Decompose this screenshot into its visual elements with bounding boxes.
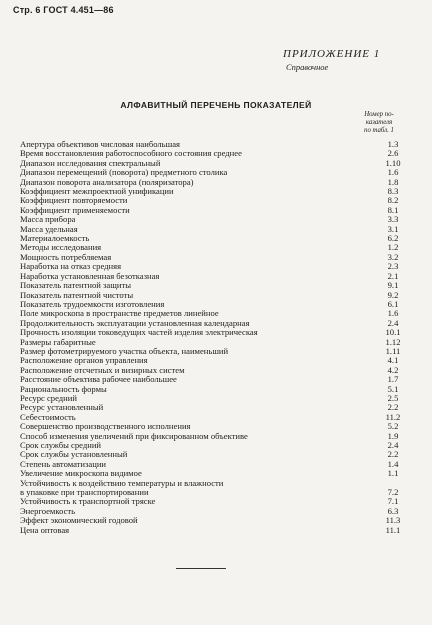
indicator-name: Степень автоматизации bbox=[20, 459, 107, 469]
indicator-number: 3.2 bbox=[387, 251, 399, 262]
list-item bbox=[20, 225, 406, 234]
list-item bbox=[20, 281, 406, 290]
indicator-number: 11.2 bbox=[385, 411, 401, 422]
list-item bbox=[20, 215, 406, 224]
indicator-name: Диапазон перемещений (поворота) предметного столика bbox=[20, 168, 228, 178]
list-item bbox=[20, 526, 406, 535]
list-item bbox=[20, 291, 406, 300]
list-item bbox=[20, 272, 406, 281]
indicator-number: 4.2 bbox=[387, 364, 399, 375]
list-item bbox=[20, 366, 406, 375]
indicator-name: Эффект экономический годовой bbox=[20, 516, 138, 526]
indicator-number: 9.2 bbox=[387, 289, 399, 300]
column-header bbox=[352, 111, 406, 135]
list-item bbox=[20, 178, 406, 187]
list-item bbox=[20, 300, 406, 309]
indicator-name: Материалоемкость bbox=[20, 234, 90, 244]
indicator-name: Рациональность формы bbox=[20, 384, 107, 394]
list-item bbox=[20, 196, 406, 205]
indicator-name: Показатель патентной чистоты bbox=[20, 290, 134, 300]
indicator-name: Диапазон исследования спектральный bbox=[20, 158, 161, 168]
indicator-name: Продолжительность эксплуатации установленная календарная bbox=[20, 318, 250, 328]
indicator-number: 8.1 bbox=[387, 204, 399, 215]
indicator-number: 1.7 bbox=[387, 374, 399, 385]
list-item bbox=[20, 460, 406, 469]
list-item bbox=[20, 413, 406, 422]
appendix-block bbox=[282, 48, 392, 72]
indicator-number: 6.3 bbox=[387, 505, 399, 516]
indicator-number: 2.4 bbox=[387, 317, 399, 328]
indicator-number: 4.1 bbox=[387, 355, 399, 366]
list-item bbox=[20, 168, 406, 177]
indicator-name: Способ изменения увеличений при фиксированном объективе bbox=[20, 431, 248, 441]
indicator-name: Срок службы установленный bbox=[20, 450, 128, 460]
indicator-number: 1.6 bbox=[387, 308, 399, 319]
indicator-number: 1.8 bbox=[387, 176, 399, 187]
indicator-name: Мощность потребляемая bbox=[20, 252, 112, 262]
indicator-name: Наработка установленная безотказная bbox=[20, 271, 160, 281]
indicator-number: 8.2 bbox=[387, 195, 399, 206]
indicator-name: Наработка на отказ средняя bbox=[20, 262, 122, 272]
indicator-name: Коэффициент межпроектной унификации bbox=[20, 187, 174, 197]
indicator-number: 2.6 bbox=[387, 148, 399, 159]
indicator-name: Расположение отсчетных и визирных систем bbox=[20, 365, 185, 375]
indicator-number: 11.3 bbox=[385, 515, 401, 526]
indicator-number: 1.2 bbox=[387, 242, 399, 253]
list-item bbox=[20, 319, 406, 328]
list-item bbox=[20, 159, 406, 168]
indicator-name: Цена оптовая bbox=[20, 525, 70, 535]
indicator-number: 1.6 bbox=[387, 167, 399, 178]
list-item bbox=[20, 243, 406, 252]
indicator-number: 9.1 bbox=[387, 280, 399, 291]
list-item bbox=[20, 422, 406, 431]
indicator-number: 2.2 bbox=[387, 449, 399, 460]
indicator-name: Совершенство производственного исполнения bbox=[20, 422, 191, 432]
list-item bbox=[20, 206, 406, 215]
list-item bbox=[20, 497, 406, 506]
list-item bbox=[20, 507, 406, 516]
list-item bbox=[20, 441, 406, 450]
indicator-name: Прочность изоляции токоведущих частей изделия электрическая bbox=[20, 328, 258, 338]
list-item bbox=[20, 356, 406, 365]
indicator-number: 2.3 bbox=[387, 261, 399, 272]
indicator-number: 1.10 bbox=[385, 157, 401, 168]
indicator-number: 3.3 bbox=[387, 214, 399, 225]
indicator-number: 6.2 bbox=[387, 233, 399, 244]
list-item bbox=[20, 432, 406, 441]
indicator-name: Устойчивость к воздействию температуры и влажности bbox=[20, 478, 224, 488]
indicator-name: Диапазон поворота анализатора (поляризатора) bbox=[20, 177, 194, 187]
indicator-name: Ресурс установленный bbox=[20, 403, 104, 413]
indicator-name: Методы исследования bbox=[20, 243, 102, 253]
list-item bbox=[20, 469, 406, 478]
indicator-number: 2.2 bbox=[387, 402, 399, 413]
list-item bbox=[20, 328, 406, 337]
indicator-number: 1.1 bbox=[387, 468, 399, 479]
indicator-number: 7.2 bbox=[387, 487, 399, 498]
list-item bbox=[20, 394, 406, 403]
list-item bbox=[20, 234, 406, 243]
list-item bbox=[20, 149, 406, 158]
indicator-name: Коэффициент повторяемости bbox=[20, 196, 128, 206]
indicator-number: 2.1 bbox=[387, 270, 399, 281]
page-header: Стр. 6 ГОСТ 4.451—86 bbox=[13, 5, 114, 15]
indicator-name: Увеличение микроскопа видимое bbox=[20, 469, 142, 479]
list-item bbox=[20, 187, 406, 196]
indicator-number: 7.1 bbox=[387, 496, 399, 507]
indicator-number: 1.4 bbox=[387, 458, 399, 469]
indicator-name: Энергоемкость bbox=[20, 506, 76, 516]
indicator-name: Расстояние объектива рабочее наибольшее bbox=[20, 375, 177, 385]
indicator-name: в упаковке при транспортировании bbox=[20, 488, 149, 498]
indicator-name: Масса прибора bbox=[20, 215, 76, 225]
list-item bbox=[20, 347, 406, 356]
indicator-number: 10.1 bbox=[385, 327, 401, 338]
closing-rule bbox=[176, 568, 226, 569]
list-item bbox=[20, 479, 406, 488]
indicator-name: Показатель трудоемкости изготовления bbox=[20, 299, 165, 309]
list-item bbox=[20, 403, 406, 412]
indicator-number: 1.3 bbox=[387, 139, 399, 149]
indicator-number: 6.1 bbox=[387, 298, 399, 309]
column-header-line: по табл. 1 bbox=[364, 127, 394, 134]
indicator-number: 1.9 bbox=[387, 430, 399, 441]
list-item bbox=[20, 253, 406, 262]
list-item bbox=[20, 488, 406, 497]
list-item bbox=[20, 309, 406, 318]
indicator-list bbox=[20, 140, 406, 535]
indicator-name: Масса удельная bbox=[20, 224, 78, 234]
indicator-name: Поле микроскопа в пространстве предметов линейное bbox=[20, 309, 219, 319]
indicator-number: 2.5 bbox=[387, 392, 399, 403]
indicator-name: Размер фотометрируемого участка объекта, наименьший bbox=[20, 346, 229, 356]
list-item bbox=[20, 140, 406, 149]
indicator-name: Ресурс средний bbox=[20, 393, 77, 403]
indicator-number: 1.11 bbox=[385, 345, 401, 356]
list-item bbox=[20, 385, 406, 394]
list-item bbox=[20, 262, 406, 271]
indicator-number: 3.1 bbox=[387, 223, 399, 234]
indicator-number: 11.1 bbox=[385, 524, 401, 535]
indicator-name: Срок службы средний bbox=[20, 441, 102, 450]
indicator-number: 5.2 bbox=[387, 421, 399, 432]
indicator-name: Размеры габаритные bbox=[20, 337, 96, 347]
indicator-number: 5.1 bbox=[387, 383, 399, 394]
indicator-name: Время восстановления работоспособного состояния среднее bbox=[20, 149, 242, 159]
indicator-number: 2.4 bbox=[387, 440, 399, 450]
indicator-name: Показатель патентной защиты bbox=[20, 281, 131, 291]
indicator-number: 1.12 bbox=[385, 336, 401, 347]
indicator-name: Себестоимость bbox=[20, 412, 76, 422]
appendix-title: ПРИЛОЖЕНИЕ 1 bbox=[283, 48, 381, 60]
list-item bbox=[20, 516, 406, 525]
appendix-subtitle: Справочное bbox=[286, 62, 329, 72]
indicator-name: Устойчивость к транспортной тряске bbox=[20, 497, 156, 507]
column-header-line: казателя bbox=[365, 119, 393, 126]
indicator-name: Коэффициент применяемости bbox=[20, 205, 130, 215]
document-title: АЛФАВИТНЫЙ ПЕРЕЧЕНЬ ПОКАЗАТЕЛЕЙ bbox=[120, 100, 312, 110]
list-item bbox=[20, 450, 406, 459]
indicator-name: Расположение органов управления bbox=[20, 356, 148, 366]
list-item bbox=[20, 375, 406, 384]
indicator-name: Апертура объективов числовая наибольшая bbox=[20, 140, 180, 149]
column-header-line: Номер по- bbox=[364, 111, 394, 118]
indicator-number: 8.3 bbox=[387, 186, 399, 197]
list-item bbox=[20, 338, 406, 347]
